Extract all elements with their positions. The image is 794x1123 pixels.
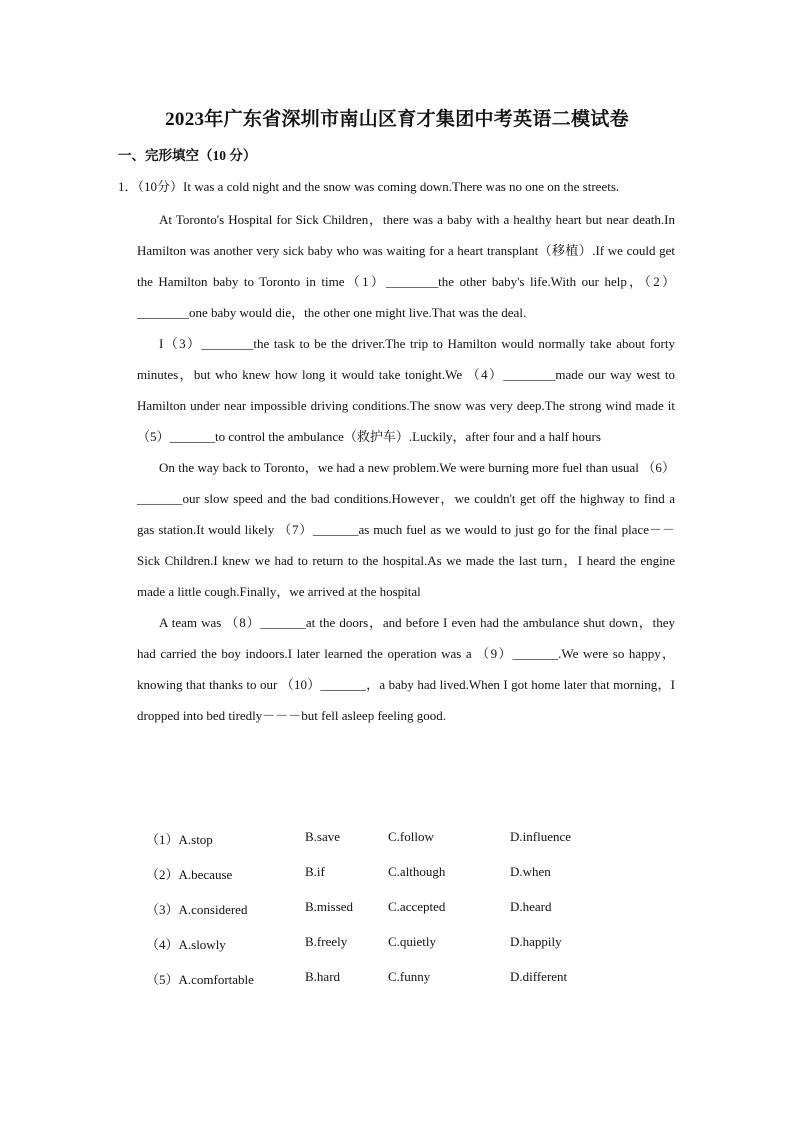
option-a: （2）A.because [146, 867, 233, 882]
passage [137, 204, 675, 731]
option-b: B.freely [305, 934, 348, 949]
option-c: C.funny [388, 969, 431, 984]
option-row [146, 829, 666, 864]
option-d: D.heard [510, 899, 552, 914]
passage-paragraph: On the way back to Toronto，we had a new problem.We were burning more fuel than usual （6）_______our slow speed and the bad conditions.However，we couldn't get off the highway to find a gas station.It would likely （7）_______as much fuel as we would to just go for the final place－－Sick Children.I knew we had to return to the hospital.As we made the last turn，I heard the engine made a little cough.Finally，we arrived at the hospital [137, 460, 675, 599]
option-a: （1）A.stop [146, 832, 213, 847]
option-c: C.quietly [388, 934, 437, 949]
option-b: B.if [305, 864, 325, 879]
option-a: （5）A.comfortable [146, 972, 254, 987]
passage-paragraph: At Toronto's Hospital for Sick Children，there was a baby with a healthy heart but near death.In Hamilton was another very sick baby who was waiting for a heart transplant（移植）.If we could get the Hamilton baby to Toronto in time（1）________the other baby's life.With our help，（2）________one baby would die，the other one might live.That was the deal. [137, 212, 675, 320]
option-row [146, 864, 666, 899]
option-b: B.save [305, 829, 341, 844]
option-d: D.different [510, 969, 568, 984]
question-header [118, 176, 619, 195]
page-title: 2023年广东省深圳市南山区育才集团中考英语二模试卷 [165, 109, 629, 130]
option-c: C.although [388, 864, 446, 879]
option-c: C.follow [388, 829, 434, 844]
question-number-points: 1．（10分） [118, 179, 184, 194]
option-row [146, 969, 666, 1004]
option-d: D.when [510, 864, 551, 879]
section-heading: 一、完形填空（10 分） [118, 148, 257, 163]
option-a: （3）A.considered [146, 902, 248, 917]
passage-paragraph: I（3）________the task to be the driver.The trip to Hamilton would normally take about forty minutes，but who knew how long it would take tonight.We （4）________made our way west to Hamilton under near impossible driving conditions.The snow was very deep.The strong wind made it （5）_______to control the ambulance（救护车）.Luckily，after four and a half hours [137, 336, 675, 444]
answer-options [146, 829, 666, 1004]
passage-paragraph: A team was （8）_______at the doors，and before I even had the ambulance shut down，they had carried the boy indoors.I later learned the operation was a （9）_______.We were so happy，knowing that thanks to our （10）_______，a baby had lived.When I got home later that morning，I dropped into bed tiredly－－－but fell asleep feeling good. [137, 615, 675, 723]
option-row [146, 899, 666, 934]
question-intro: It was a cold night and the snow was coming down.There was no one on the streets. [183, 179, 620, 194]
option-row [146, 934, 666, 969]
option-a: （4）A.slowly [146, 937, 226, 952]
option-d: D.influence [510, 829, 572, 844]
option-b: B.missed [305, 899, 354, 914]
option-b: B.hard [305, 969, 341, 984]
option-d: D.happily [510, 934, 562, 949]
option-c: C.accepted [388, 899, 446, 914]
